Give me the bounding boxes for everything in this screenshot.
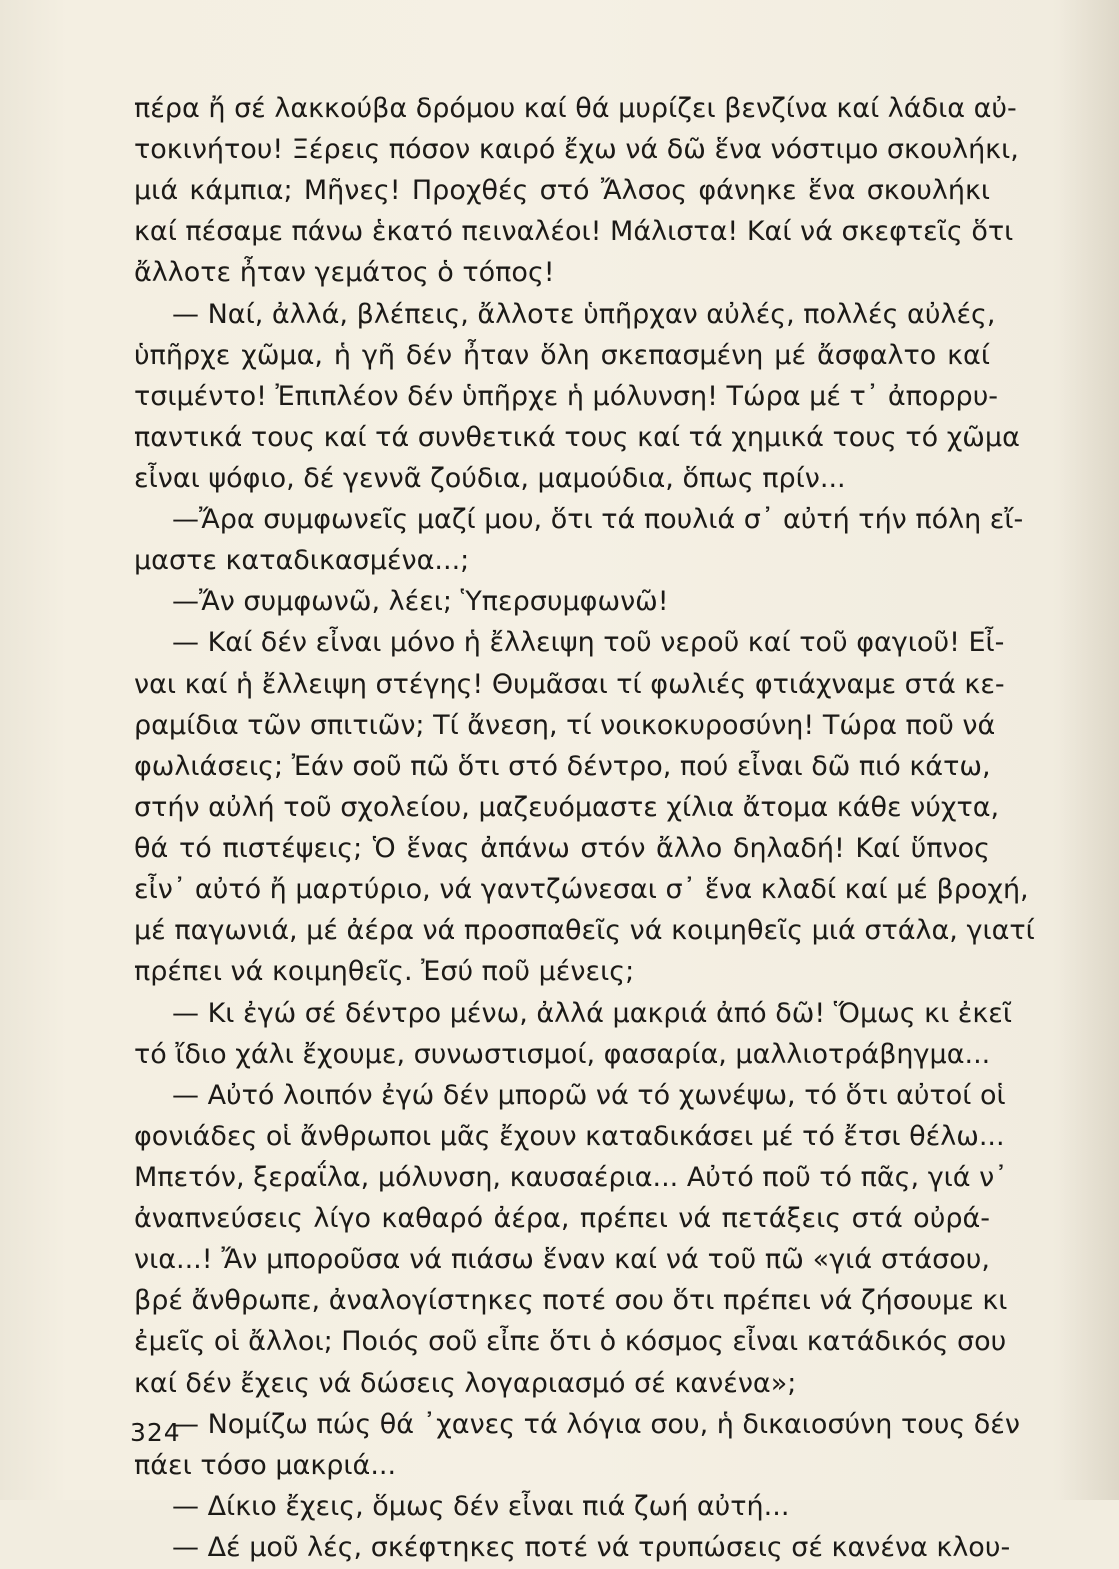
text-line-12: μαστε καταδικασμένα...;: [134, 545, 470, 576]
text-line-24: τό ἴδιο χάλι ἔχουμε, συνωστισμοί, φασαρία, μαλλιοτράβηγμα...: [134, 1039, 991, 1070]
text-line-16: ραμίδια τῶν σπιτιῶν; Τί ἄνεση, τί νοικοκυροσύνη! Τώρα ποῦ νά: [134, 710, 996, 741]
text-line-29: νια...! Ἄν μποροῦσα νά πιάσω ἕναν καί νά τοῦ πῶ «γιά στάσου,: [134, 1244, 990, 1275]
text-line-10: εἶναι ψόφιο, δέ γεννᾶ ζούδια, μαμούδια, ὅπως πρίν...: [134, 463, 846, 494]
text-line-36: — Δέ μοῦ λές, σκέφτηκες ποτέ νά τρυπώσεις σέ κανένα κλου-: [172, 1532, 1011, 1563]
text-line-7: ὑπῆρχε χῶμα, ἡ γῆ δέν ἦταν ὅλη σκεπασμένη μέ ἄσφαλτο καί: [134, 340, 990, 371]
text-line-9: παντικά τους καί τά συνθετικά τους καί τά χημικά τους τό χῶμα: [134, 422, 1020, 453]
text-line-11: —Ἄρα συμφωνεῖς μαζί μου, ὅτι τά πουλιά σ᾿ αὐτή τήν πόλη εἴ-: [172, 504, 1024, 535]
text-line-8: τσιμέντο! Ἐπιπλέον δέν ὑπῆρχε ἡ μόλυνση! Τώρα μέ τ᾿ ἀπορρυ-: [134, 381, 999, 412]
text-line-20: εἶν᾿ αὐτό ἤ μαρτύριο, νά γαντζώνεσαι σ᾿ ἕνα κλαδί καί μέ βροχή,: [134, 874, 1029, 905]
page-bleed-shade: [1059, 0, 1119, 1500]
text-line-13: —Ἄν συμφωνῶ, λέει; Ὑπερσυμφωνῶ!: [172, 586, 669, 617]
text-line-34: πάει τόσο μακριά...: [134, 1450, 397, 1481]
text-line-22: πρέπει νά κοιμηθεῖς. Ἐσύ ποῦ μένεις;: [134, 956, 635, 987]
text-line-3: μιά κάμπια; Μῆνες! Προχθές στό Ἄλσος φάνηκε ἕνα σκουλήκι: [134, 175, 990, 206]
text-line-27: Μπετόν, ξεραΐλα, μόλυνση, καυσαέρια... Αὐτό ποῦ τό πᾶς, γιά ν᾿: [134, 1162, 1008, 1193]
text-line-30: βρέ ἄνθρωπε, ἀναλογίστηκες ποτέ σου ὅτι πρέπει νά ζήσουμε κι: [134, 1285, 1008, 1316]
text-line-17: φωλιάσεις; Ἐάν σοῦ πῶ ὅτι στό δέντρο, πού εἶναι δῶ πιό κάτω,: [134, 751, 991, 782]
text-line-6: — Ναί, ἀλλά, βλέπεις, ἄλλοτε ὑπῆρχαν αὐλές, πολλές αὐλές,: [172, 299, 996, 330]
text-line-31: ἐμεῖς οἱ ἄλλοι; Ποιός σοῦ εἶπε ὅτι ὁ κόσμος εἶναι κατάδικός σου: [134, 1326, 1007, 1357]
text-line-14: — Καί δέν εἶναι μόνο ἡ ἔλλειψη τοῦ νεροῦ καί τοῦ φαγιοῦ! Εἶ-: [172, 627, 1005, 658]
text-line-21: μέ παγωνιά, μέ ἀέρα νά προσπαθεῖς νά κοιμηθεῖς μιά στάλα, γιατί: [134, 915, 1035, 946]
text-line-19: θά τό πιστέψεις; Ὁ ἕνας ἀπάνω στόν ἄλλο δηλαδή! Καί ὕπνος: [134, 833, 990, 864]
text-line-5: ἄλλοτε ἦταν γεμάτος ὁ τόπος!: [134, 257, 555, 288]
text-line-15: ναι καί ἡ ἔλλειψη στέγης! Θυμᾶσαι τί φωλιές φτιάχναμε στά κε-: [134, 669, 1005, 700]
text-line-33: — Νομίζω πώς θά ᾽χανες τά λόγια σου, ἡ δικαιοσύνη τους δέν: [172, 1409, 1020, 1440]
text-line-32: καί δέν ἔχεις νά δώσεις λογαριασμό σέ κανένα»;: [134, 1368, 797, 1399]
text-line-26: φονιάδες οἱ ἄνθρωποι μᾶς ἔχουν καταδικάσει μέ τό ἔτσι θέλω...: [134, 1121, 1005, 1152]
text-line-25: — Αὐτό λοιπόν ἐγώ δέν μπορῶ νά τό χωνέψω, τό ὅτι αὐτοί οἱ: [172, 1080, 1006, 1111]
text-line-18: στήν αὐλή τοῦ σχολείου, μαζευόμαστε χίλια ἄτομα κάθε νύχτα,: [134, 792, 1000, 823]
text-line-1: πέρα ἤ σέ λακκούβα δρόμου καί θά μυρίζει βενζίνα καί λάδια αὐ-: [134, 93, 1017, 124]
text-line-4: καί πέσαμε πάνω ἑκατό πειναλέοι! Μάλιστα! Καί νά σκεφτεῖς ὅτι: [134, 216, 1014, 247]
page-number: 324: [130, 1418, 181, 1447]
text-line-23: — Κι ἐγώ σέ δέντρο μένω, ἀλλά μακριά ἀπό δῶ! Ὅμως κι ἐκεῖ: [172, 998, 1013, 1029]
text-line-2: τοκινήτου! Ξέρεις πόσον καιρό ἔχω νά δῶ ἕνα νόστιμο σκουλήκι,: [134, 134, 1019, 165]
text-line-35: — Δίκιο ἔχεις, ὅμως δέν εἶναι πιά ζωή αὐτή...: [172, 1491, 790, 1522]
text-line-28: ἀναπνεύσεις λίγο καθαρό ἀέρα, πρέπει νά πετάξεις στά οὐρά-: [134, 1203, 990, 1234]
